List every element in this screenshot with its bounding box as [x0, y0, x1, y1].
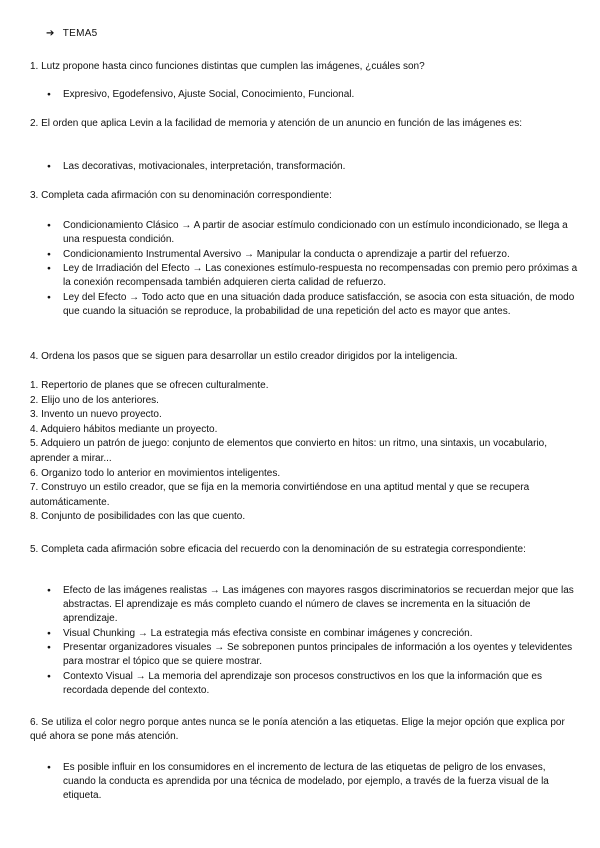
arrow-icon: ➔: [46, 28, 55, 39]
question-4: 4. Ordena los pasos que se siguen para desarrollar un estilo creador dirigidos por la inteligencia.: [30, 351, 458, 362]
answer-item: ● Las decorativas, motivacionales, interpretación, transformación.: [46, 160, 578, 174]
step-item: 4. Adquiero hábitos mediante un proyecto.: [30, 423, 218, 435]
answer-item: ● Condicionamiento Clásico → A partir de asociar estímulo condicionado con un estímulo incondicionado, se llega a una respuesta condición.: [46, 219, 578, 247]
step-item: 6. Organizo todo lo anterior en movimientos inteligentes.: [30, 467, 281, 479]
answer-item: ● Efecto de las imágenes realistas → Las imágenes con mayores rasgos discriminatorios se recuerdan mejor que las abstractas. El aprendizaje es más completo cuando el número de claves se incrementa en la situación de aprendizaje.: [46, 584, 578, 626]
answer-list-5: [46, 584, 578, 698]
question-3: 3. Completa cada afirmación con su denominación correspondiente:: [30, 190, 332, 201]
steps-list: [30, 379, 578, 525]
question-1: 1. Lutz propone hasta cinco funciones distintas que cumplen las imágenes, ¿cuáles son?: [30, 61, 425, 72]
answer-item: ● Visual Chunking → La estrategia más efectiva consiste en combinar imágenes y concreción.: [46, 627, 578, 641]
step-item: 7. Construyo un estilo creador, que se fija en la memoria convirtiéndose en una aptitud mental y que se recupera automáticamente.: [30, 482, 530, 508]
answer-item: ● Ley de Irradiación del Efecto → Las conexiones estímulo-respuesta no recompensadas con premio pero próximas a la conexión recompensada también adquieren cierta calidad de refuerzo.: [46, 262, 578, 290]
step-item: 3. Invento un nuevo proyecto.: [30, 409, 162, 421]
step-item: 8. Conjunto de posibilidades con las que cuento.: [30, 511, 246, 523]
answer-list-3: [46, 219, 578, 319]
answer-item: ● Presentar organizadores visuales → Se sobreponen puntos principales de información a los oyentes y televidentes para mostrar el tópico que se quiere mostrar.: [46, 641, 578, 669]
answer-item: ● Condicionamiento Instrumental Aversivo → Manipular la conducta o aprendizaje a partir del refuerzo.: [46, 248, 578, 262]
question-2: 2. El orden que aplica Levin a la facilidad de memoria y atención de un anuncio en función de las imágenes es:: [30, 118, 522, 129]
answer-list-1: [46, 88, 578, 103]
step-item: 1. Repertorio de planes que se ofrecen culturalmente.: [30, 380, 269, 391]
question-5: 5. Completa cada afirmación sobre eficacia del recuerdo con la denominación de su estrategia correspondiente:: [30, 544, 526, 555]
answer-item: ● Es posible influir en los consumidores en el incremento de lectura de las etiquetas de peligro de los envases, cuando la conducta es aprendida por una técnica de modelado, por ejemplo, a través de la fuerza visual de la etiqueta.: [46, 761, 578, 803]
answer-item: ● Ley del Efecto → Todo acto que en una situación dada produce satisfacción, se asocia con esta situación, de modo que cuando la situación se reproduce, la probabilidad de una repetición del acto es mayor que antes.: [46, 291, 578, 319]
answer-item: ● Contexto Visual → La memoria del aprendizaje son procesos constructivos en los que la información que es recordada depende del contexto.: [46, 670, 578, 698]
answer-list-6: [46, 761, 578, 804]
answer-list-2: [46, 160, 578, 175]
section-title-text: TEMA5: [62, 28, 98, 39]
step-item: 2. Elijo uno de los anteriores.: [30, 394, 159, 406]
question-6: 6. Se utiliza el color negro porque antes nunca se le ponía atención a las etiquetas. Elige la mejor opción que explica por qué ahora se pone más atención.: [30, 717, 565, 742]
step-item: 5. Adquiero un patrón de juego: conjunto de elementos que convierto en hitos: un ritmo, una sintaxis, un vocabulario, aprender a mirar...: [30, 438, 548, 464]
section-title: [46, 28, 98, 39]
answer-item: ● Expresivo, Egodefensivo, Ajuste Social, Conocimiento, Funcional.: [46, 88, 578, 102]
